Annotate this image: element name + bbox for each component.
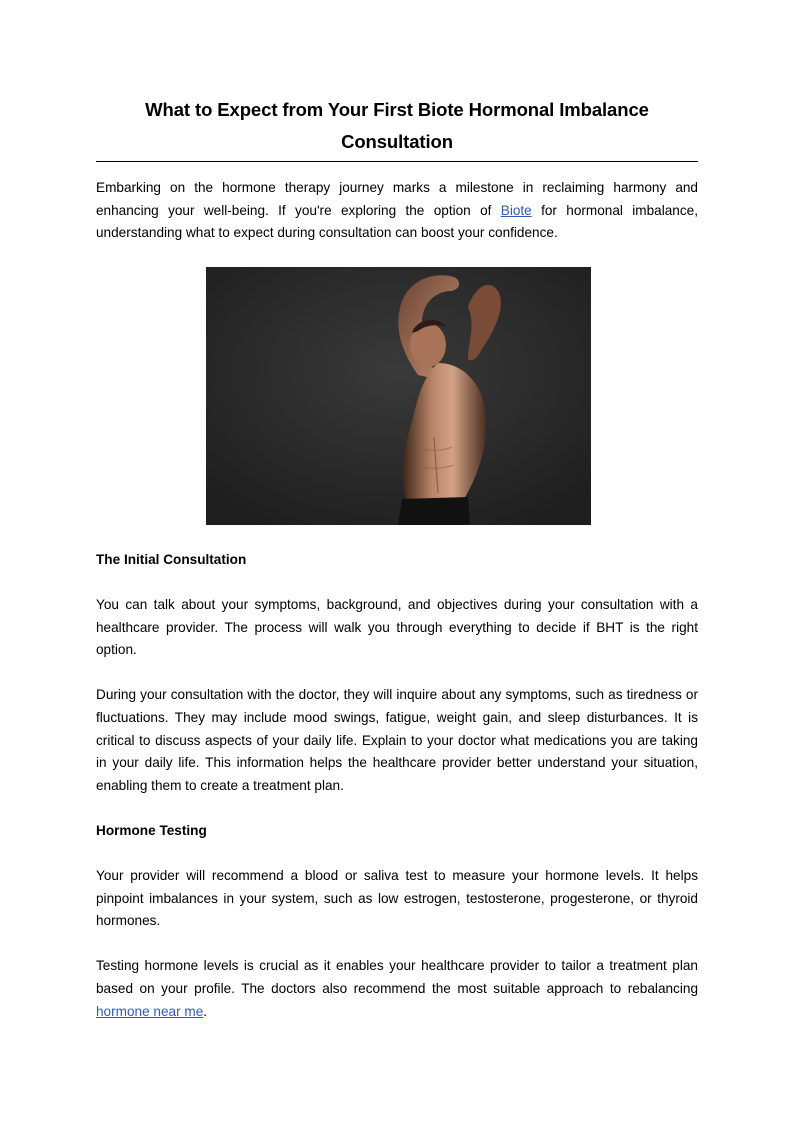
spacer — [96, 797, 698, 820]
photo-illustration — [206, 267, 591, 525]
page-title: What to Expect from Your First Biote Hormonal Imbalance Consultation — [145, 99, 649, 152]
spacer — [96, 662, 698, 685]
intro-text-after-link: for hormonal imbalance, understanding what to expect during consultation can boost your confidence. — [96, 202, 699, 241]
document-page — [96, 0, 698, 1023]
shirtless-man-photo — [206, 267, 591, 525]
section-heading-initial-consultation: The Initial Consultation — [96, 551, 247, 567]
spacer — [96, 843, 698, 866]
spacer — [96, 571, 698, 594]
testing-paragraph-1: Your provider will recommend a blood or saliva test to measure your hormone levels. It helps pinpoint imbalances in your system, such as low estrogen, testosterone, progesterone, or thyroid hormones. — [96, 868, 698, 929]
consultation-paragraph-2: During your consultation with the doctor, they will inquire about any symptoms, such as tiredness or fluctuations. They may include mood swings, fatigue, weight gain, and sleep disturbances. It is critical to discuss aspects of your daily life. Explain to your doctor what medications you are taking in your daily life. This information helps the healthcare provider better understand your situation, enabling them to create a treatment plan. — [96, 687, 698, 793]
intro-text-before-link: Embarking on the hormone therapy journey marks a milestone in reclaiming harmony and enhancing your well-being. If you're exploring the option of — [96, 180, 698, 218]
hormone-near-me-link[interactable]: hormone near me — [96, 1003, 204, 1019]
biote-link[interactable]: Biote — [500, 202, 532, 218]
testing-text-before-link: Testing hormone levels is crucial as it enables your healthcare provider to tailor a treatment plan based on your profile. The doctors also recommend the most suitable approach to rebalancing — [96, 958, 698, 997]
spacer — [96, 933, 698, 956]
testing-text-after-link: . — [203, 1003, 208, 1019]
section-heading-hormone-testing: Hormone Testing — [96, 822, 207, 838]
intro-paragraph — [96, 177, 698, 245]
consultation-paragraph-1: You can talk about your symptoms, background, and objectives during your consultation with a healthcare provider. The process will walk you through everything to decide if BHT is the right option. — [96, 596, 698, 658]
testing-paragraph-2 — [96, 955, 698, 1023]
title-divider — [96, 161, 698, 162]
